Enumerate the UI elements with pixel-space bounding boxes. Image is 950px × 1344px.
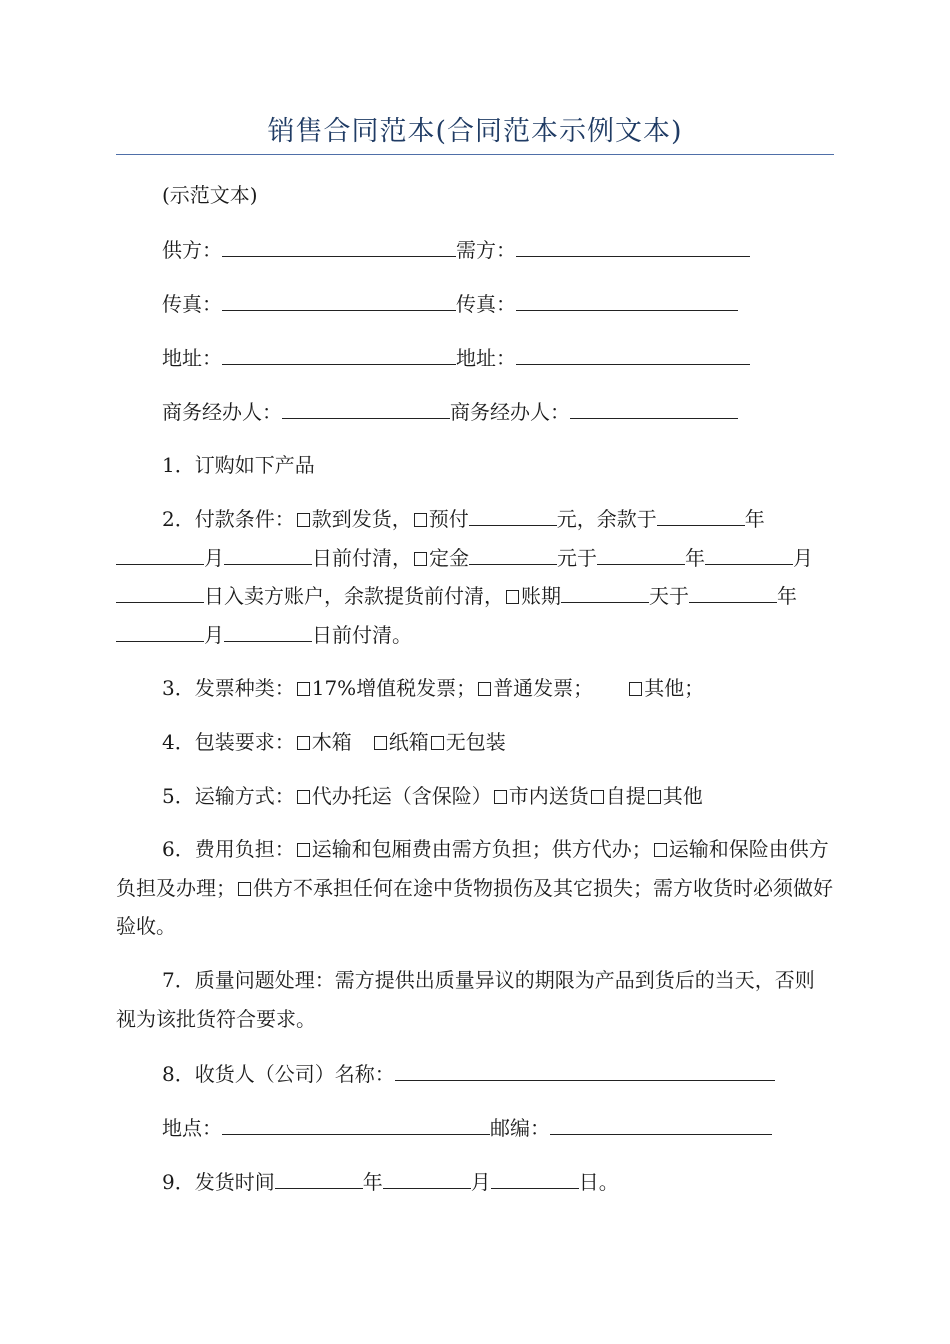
page-title: 销售合同范本(合同范本示例文本) (267, 116, 683, 147)
deposit-year-text: 年 (685, 545, 705, 570)
option-wooden-box: 木箱 (311, 730, 352, 754)
buyer-field[interactable] (516, 234, 750, 257)
deposit-month-field[interactable] (705, 542, 793, 565)
option-pay-on-delivery: 款到发货， (311, 507, 412, 531)
deposit-account-text: 日入卖方账户，余款提货前付清， (204, 584, 504, 608)
deposit-month-text: 月 (793, 545, 813, 570)
buyer-address-label: 地址： (456, 346, 516, 370)
supplier-fax-label: 传真： (162, 292, 222, 316)
clause-9 (162, 1166, 619, 1197)
option-carton: 纸箱 (388, 730, 429, 754)
clause-5 (162, 781, 703, 811)
postcode-field[interactable] (550, 1112, 772, 1135)
ship-month-field[interactable] (383, 1166, 471, 1189)
agent-row (162, 396, 738, 427)
ship-day-text: 日。 (578, 1170, 619, 1194)
option-consignment: 代办托运（含保险） (311, 784, 492, 808)
checkbox-supplier-pays-freight[interactable] (654, 843, 667, 857)
balance-text: 元，余款于 (556, 507, 657, 531)
deposit-yuan-text: 元于 (557, 545, 597, 570)
subtitle: (示范文本) (162, 183, 258, 207)
clause-8-address-row (162, 1112, 772, 1143)
delivery-place-field[interactable] (222, 1112, 490, 1135)
option-other-invoice: 其他； (644, 676, 705, 700)
pay-before-text: 日前付清， (312, 545, 412, 570)
option-credit-term: 账期 (521, 584, 561, 608)
option-no-packing: 无包装 (445, 730, 506, 754)
checkbox-city-delivery[interactable] (494, 790, 507, 804)
supplier-row (162, 234, 750, 265)
buyer-fax-field[interactable] (516, 288, 738, 311)
checkbox-normal-invoice[interactable] (478, 682, 491, 696)
buyer-fax-label: 传真： (456, 292, 516, 316)
prepay-amount-field[interactable] (469, 503, 557, 526)
fax-row (162, 288, 738, 319)
balance-year-field[interactable] (657, 503, 745, 526)
checkbox-carton[interactable] (374, 736, 387, 750)
buyer-label: 需方： (456, 238, 516, 262)
buyer-agent-field[interactable] (570, 396, 738, 419)
clause-4-label: 4．包装要求： (162, 730, 295, 754)
clause-8 (162, 1058, 775, 1089)
option-normal-invoice: 普通发票； (493, 676, 594, 700)
credit-month-field[interactable] (116, 619, 204, 642)
supplier-fax-field[interactable] (222, 288, 456, 311)
balance-month-field[interactable] (116, 542, 204, 565)
clause-5-label: 5．运输方式： (162, 784, 295, 808)
delivery-place-label: 地点： (162, 1116, 222, 1140)
checkbox-other-transport[interactable] (648, 790, 661, 804)
year-text: 年 (744, 507, 765, 531)
checkbox-no-transit-liability[interactable] (238, 882, 251, 896)
supplier-agent-field[interactable] (282, 396, 450, 419)
option-prepay: 预付 (428, 507, 469, 531)
checkbox-pay-on-delivery[interactable] (297, 513, 310, 527)
deposit-day-field[interactable] (116, 580, 204, 603)
consignee-field[interactable] (395, 1058, 775, 1081)
deposit-amount-field[interactable] (469, 542, 557, 565)
clause-2-label: 2．付款条件： (162, 507, 295, 531)
clause-3 (162, 673, 704, 703)
credit-pay-text: 日前付清。 (312, 622, 412, 647)
option-city-delivery: 市内送货 (508, 784, 589, 808)
ship-time-label: 9．发货时间 (162, 1170, 275, 1194)
supplier-field[interactable] (222, 234, 456, 257)
credit-day-field[interactable] (224, 619, 312, 642)
supplier-address-field[interactable] (222, 342, 456, 365)
checkbox-self-pickup[interactable] (591, 790, 604, 804)
clause-6 (116, 830, 834, 946)
month-text: 月 (204, 545, 224, 570)
ship-day-field[interactable] (491, 1166, 579, 1189)
ship-year-field[interactable] (275, 1166, 363, 1189)
checkbox-consignment[interactable] (297, 790, 310, 804)
option-no-transit-liability: 供方不承担任何在途中货物损伤及其它损失；需方收货时必须做好验收。 (116, 875, 833, 938)
clause-4 (162, 727, 506, 757)
postcode-label: 邮编： (490, 1116, 550, 1140)
deposit-year-field[interactable] (597, 542, 685, 565)
clause-2 (116, 500, 834, 654)
days-text: 天于 (649, 584, 689, 608)
title-underline (116, 154, 834, 155)
buyer-agent-label: 商务经办人： (450, 400, 570, 424)
credit-year-field[interactable] (689, 580, 777, 603)
supplier-label: 供方： (162, 238, 222, 262)
credit-year-text: 年 (777, 584, 797, 608)
credit-month-text: 月 (204, 622, 224, 647)
consignee-label: 8．收货人（公司）名称： (162, 1062, 395, 1086)
option-deposit: 定金 (429, 545, 469, 570)
checkbox-deposit[interactable] (414, 552, 427, 566)
buyer-address-field[interactable] (516, 342, 750, 365)
checkbox-vat-invoice[interactable] (297, 682, 310, 696)
supplier-agent-label: 商务经办人： (162, 400, 282, 424)
option-self-pickup: 自提 (605, 784, 646, 808)
option-supplier-pays-freight: 运输和保险由供方负担及办理； (116, 837, 829, 900)
option-buyer-pays-freight: 运输和包厢费由需方负担；供方代办； (311, 837, 652, 861)
ship-year-text: 年 (362, 1170, 383, 1194)
checkbox-buyer-pays-freight[interactable] (297, 843, 310, 857)
checkbox-wooden-box[interactable] (297, 736, 310, 750)
supplier-address-label: 地址： (162, 346, 222, 370)
option-vat-invoice: 17%增值税发票； (311, 676, 477, 700)
balance-day-field[interactable] (224, 542, 312, 565)
clause-1: 1．订购如下产品 (162, 453, 315, 477)
checkbox-prepay[interactable] (414, 513, 427, 527)
address-row (162, 342, 750, 373)
clause-7: 7．质量问题处理：需方提供出质量异议的期限为产品到货后的当天，否则视为该批货符合要求。 (116, 968, 815, 1031)
credit-days-field[interactable] (561, 580, 649, 603)
option-other-transport: 其他 (662, 784, 703, 808)
checkbox-no-packing[interactable] (431, 736, 444, 750)
checkbox-other-invoice[interactable] (629, 682, 642, 696)
checkbox-credit-term[interactable] (506, 590, 519, 604)
clause-3-label: 3．发票种类： (162, 676, 295, 700)
clause-6-label: 6．费用负担： (162, 837, 295, 861)
ship-month-text: 月 (470, 1170, 491, 1194)
